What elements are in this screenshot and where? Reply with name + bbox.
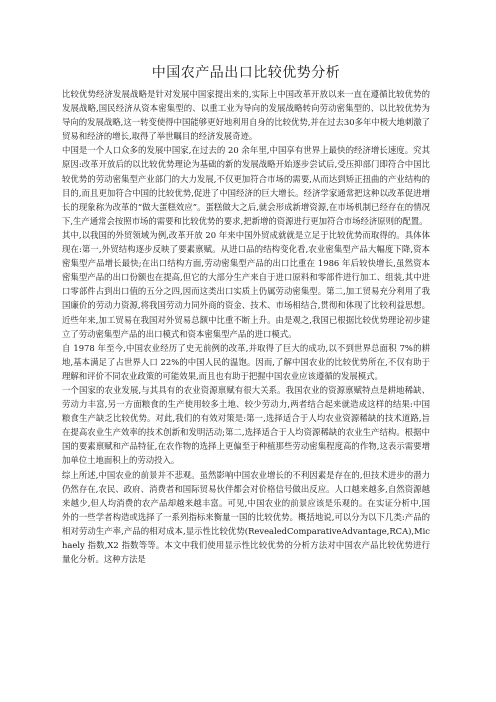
paragraph-2: 中国是一个人口众多的发展中国家,在过去的 20 余年里,中国享有世界上最快的经济增长速度。究其原因:改革开放后的以比较优势理论为基础的新的发展战略开始逐步尝试后,受压抑部门即符合中国比较优势的劳动密集型产业部门的大力发展,不仅更加符合市场的需要,从而达到矫正扭曲的产业结构的目的,而且更加符合中国的比较优势,促进了中国经济的巨大增长。经济学家通常把这种以改革促进增长的现象称为改革的“做大蛋糕效应”。蛋糕做大之后,就会形成新增资源,在市场机制已经存在的情况下,生产通常会按照市场的需要和比较优势的要求,把新增的资源进行更加符合市场经济原则的配置。 — [62, 145, 430, 226]
paragraph-5: 一个国家的农业发展,与其具有的农业资源禀赋有很大关系。我国农业的资源禀赋特点是耕地稀缺、劳动力丰富,另一方面粮食的生产使用较多土地、较少劳动力,两者结合起来就造成这样的结果:中国粮食生产缺乏比较优势。对此,我们的有效对策是:第一,选择适合于人均农业资源稀缺的技术道路,旨在提高农业生产效率的技术创新和发明活动;第二,选择适合于人均资源稀缺的农业生产结构。根据中国的要素禀赋和产品特征,在农作物的选择上更偏至于种植那些劳动密集程度高的作物,这表示需要增加单位土地面积上的劳动投入。 — [62, 384, 430, 466]
document-title: 中国农产品出口比较优势分析 — [151, 65, 341, 81]
paragraph-1: 比较优势经济发展战略是针对发展中国家提出来的,实际上中国改革开放以来一直在遵循比较优势的发展战略,国民经济从资本密集型的、以重工业为导向的发展战略转向劳动密集型的、以比较优势为导向的发展战略,这一转变使得中国能够更好地利用自身的比较优势,并在过去30多年中极大地刺激了贸易和经济的增长,取得了举世瞩目的经济发展奇迹。 — [62, 89, 430, 142]
paragraph-4: 自 1978 年至今,中国农业经历了史无前例的改革,并取得了巨大的成功,以不到世界总面积 7%的耕地,基本满足了占世界人口 22%的中国人民的温饱。因而,了解中国农业的比较优势所在,不仅有助于理解和评价不同农业政策的可能效果,而且也有助于把握中国农业应该遵循的发展模式。 — [62, 342, 430, 381]
paragraph-3: 其中,以我国的外贸领域为例,改革开放 20 年来中国外贸成就就是立足于比较优势而取得的。具体体现在:第一,外贸结构逐步反映了要素禀赋。从进口品的结构变化看,农业密集型产品大幅度下降,资本密集型产品增长最快;在出口结构方面,劳动密集型产品的出口比重在 1986 年后较快增长,虽然资本密集型产品的出口份额也在提高,但它的大部分生产来自于进口原料和零部件进行加工、组装,其中进口零部件占到出口值的五分之四,因而这类出口实质上仍属劳动密集型。第二,加工贸易充分利用了我国廉价的劳动力资源,将我国劳动力同外商的资金、技术、市场相结合,贯彻和体现了比较利益思想。近些年来,加工贸易在我国对外贸易总额中比重不断上升。由是观之,我国已根据比较优势理论初步建立了劳动密集型产品的出口模式和资本密集型产品的进口模式。 — [62, 229, 430, 339]
paragraph-6: 综上所述,中国农业的前景并不悲观。虽然影响中国农业增长的不利因素是存在的,但技术进步的潜力仍然存在,农民、政府、消费者和国际贸易伙伴都会对价格信号做出反应。人口越来越多,自然资源越来越少,但人均消费的农产品却越来越丰富。可见,中国农业的前景应该是乐观的。在实证分析中,国外的一些学者构造或选择了一系列指标来衡量一国的比较优势。概括地说,可以分为以下几类:产品的相对劳动生产率,产品的相对成本,显示性比较优势(RevealedComparativeAdvantage,RCA),Michaely 指数,X2 指数等等。本文中我们使用显示性比较优势的分析方法对中国农产品比较优势进行量化分析。这种方法是 — [62, 469, 430, 565]
